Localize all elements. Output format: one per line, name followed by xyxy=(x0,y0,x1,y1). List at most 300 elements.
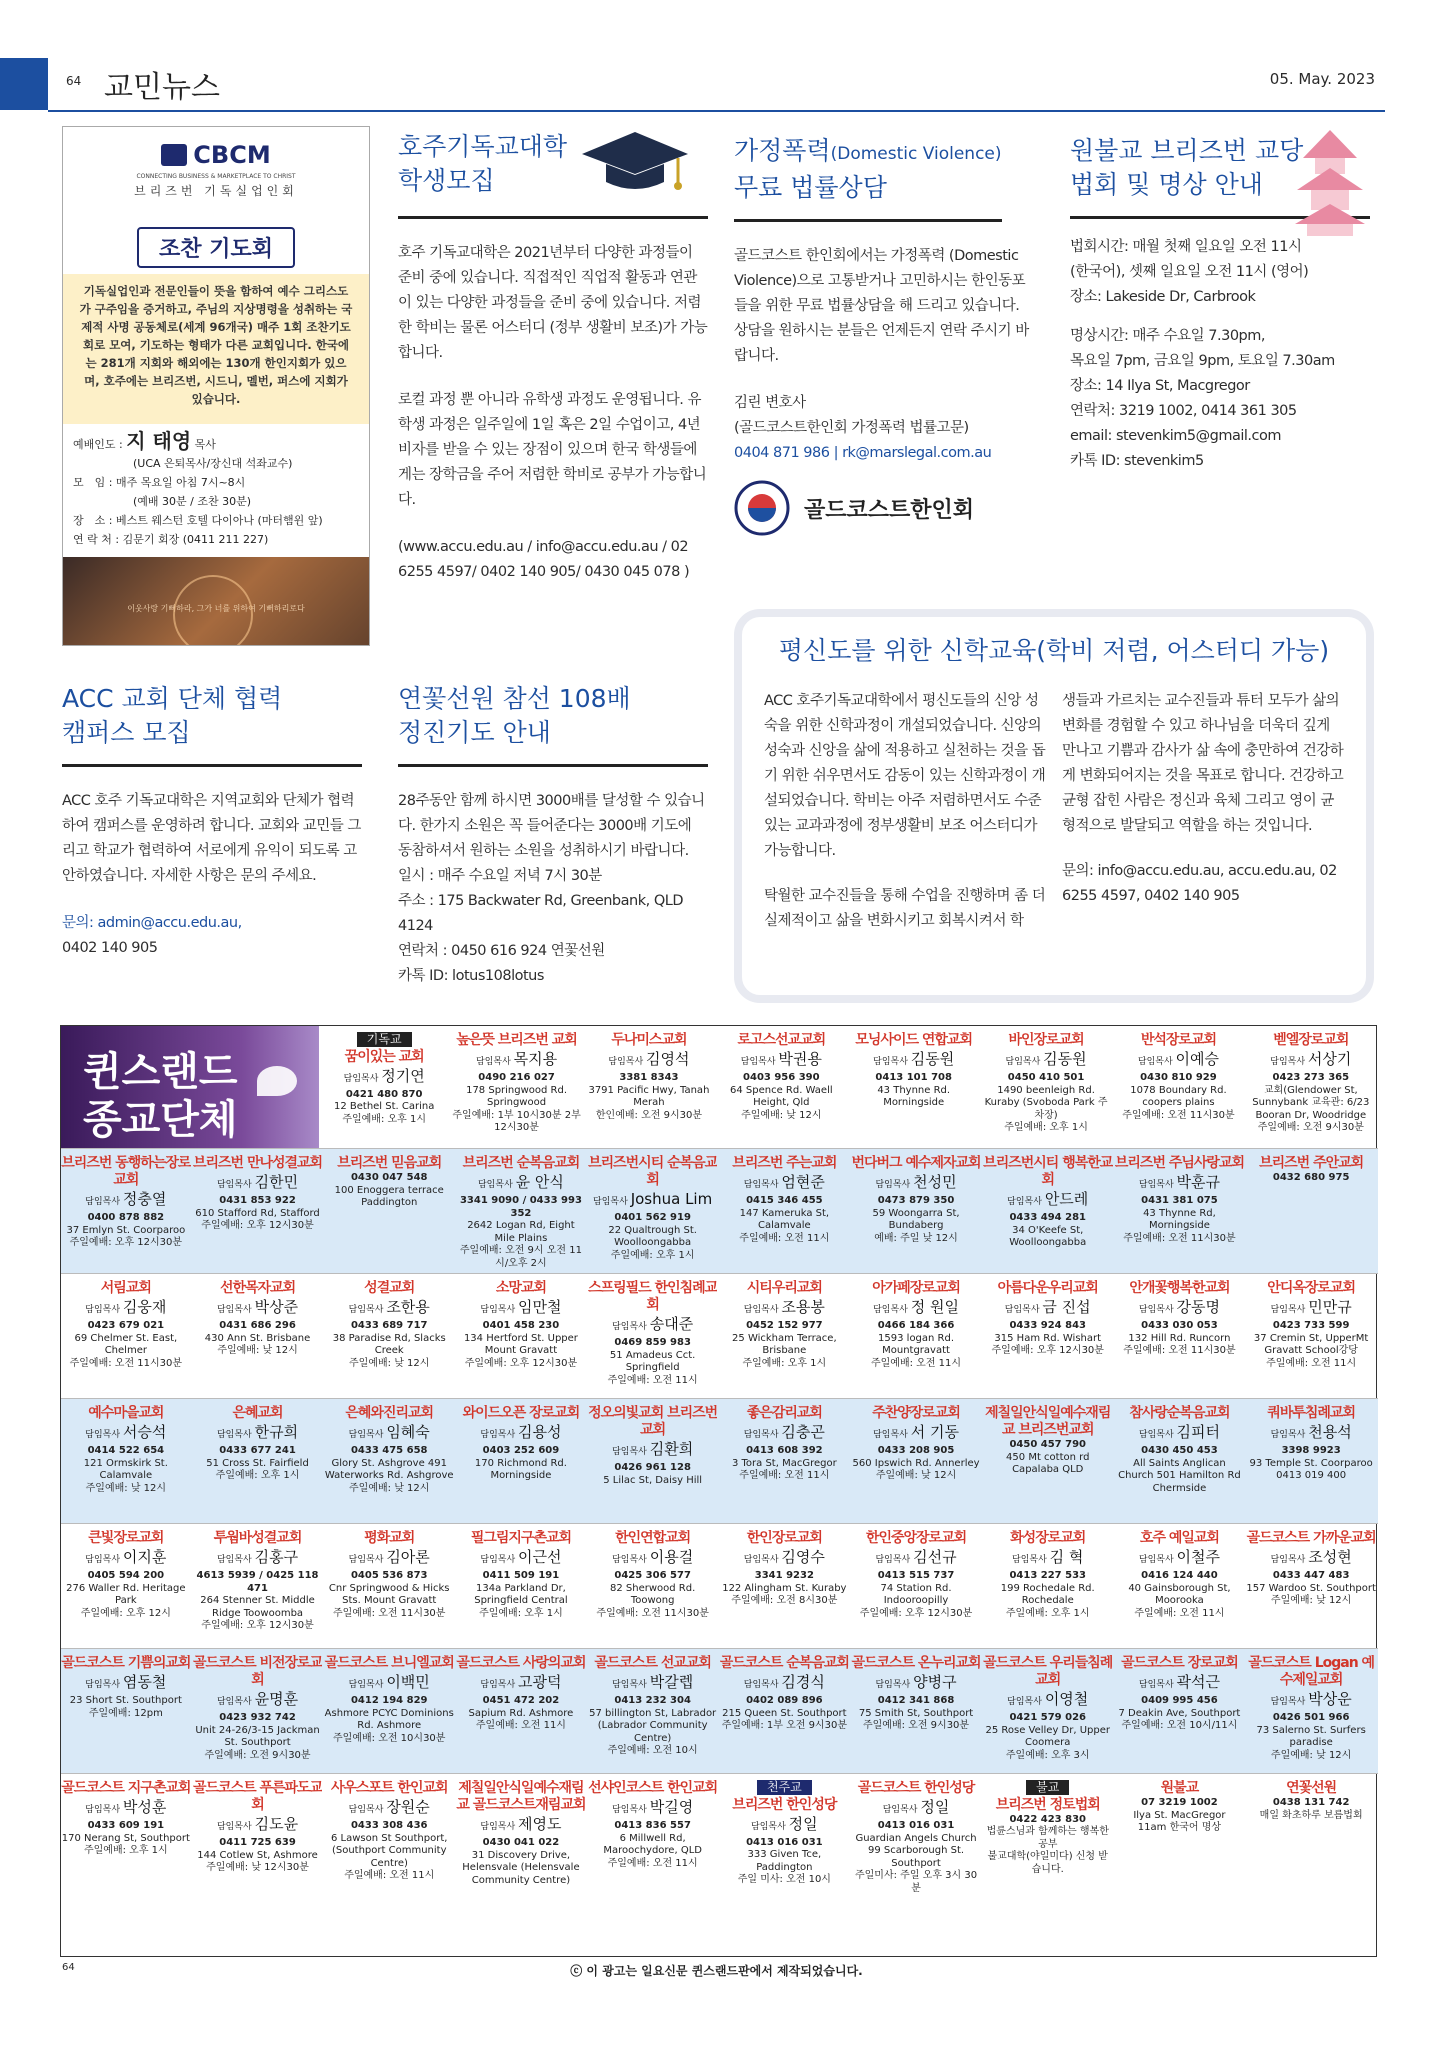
pastor-name: 담임목사 박상준 xyxy=(216,1298,299,1316)
service-time: 주일예배: 오후 12시30분 xyxy=(859,1607,973,1619)
church-name: 선한목자교회 xyxy=(219,1280,296,1296)
pastor-name: 담임목사 조성현 xyxy=(1270,1548,1352,1566)
pastor-name: 담임목사 한규희 xyxy=(216,1423,299,1441)
pastor-name: 담임목사 제영도 xyxy=(480,1815,562,1833)
directory-row xyxy=(61,1026,1378,1148)
church-listing xyxy=(456,1155,586,1272)
church-address: 82 Sherwood Rd. Toowong xyxy=(610,1582,696,1606)
church-listing xyxy=(1246,1280,1376,1397)
church-address: Cnr Springwood & Hicks Sts. Mount Gravatt xyxy=(328,1582,450,1606)
violence-p1: 골드코스트 한인회에서는 가정폭력 (Domestic Violence)으로 고통받거나 고민하시는 한인동포들을 위한 무료 법률상담을 해 드리고 있습니다. 상담을 원하시는 분들은 언제든지 연락 주시기 바랍니다. xyxy=(734,248,1029,364)
footer-credit: ⓒ 이 광고는 일요신문 퀸스랜드판에서 제작되었습니다. xyxy=(570,1964,863,1978)
pastor-name: 담임목사 양병구 xyxy=(875,1673,957,1691)
church-listing xyxy=(849,1032,979,1146)
church-name: 서림교회 xyxy=(100,1280,151,1296)
church-address: Glory St. Ashgrove 491 Waterworks Rd. Ashgrove xyxy=(324,1457,454,1481)
pastor-name: 담임목사 윤 안식 xyxy=(477,1173,564,1191)
cbcm-org: 브리즈번 기독실업인회 xyxy=(134,184,298,198)
pastor-name: 담임목사 김 혁 xyxy=(1012,1548,1084,1566)
church-address: 215 Queen St. Southport xyxy=(722,1707,847,1719)
church-listing xyxy=(983,1780,1113,1957)
service-time: 한인예배: 오전 9시30분 xyxy=(595,1109,702,1121)
church-listing xyxy=(983,1655,1113,1772)
church-listing xyxy=(456,1530,586,1647)
acc-c2: 0402 140 905 xyxy=(62,940,158,956)
church-phone: 0451 472 202 xyxy=(482,1695,560,1706)
church-listing xyxy=(324,1155,454,1272)
church-listing xyxy=(851,1280,981,1397)
service-time: 주일예배: 오전 8시30분 xyxy=(731,1595,838,1606)
pastor-name: 담임목사 서 기동 xyxy=(873,1423,959,1441)
church-address: 40 Gainsborough St, Moorooka xyxy=(1128,1582,1231,1606)
church-address: 1078 Boundary Rd. coopers plains xyxy=(1130,1084,1227,1108)
seminary-section xyxy=(398,130,708,585)
pastor-name: 담임목사 박상운 xyxy=(1270,1690,1352,1708)
church-phone: 0466 184 366 xyxy=(877,1320,955,1331)
service-time: 주일예배: 오전 11시 xyxy=(475,1720,566,1731)
church-name: 화성장로교회 xyxy=(1010,1530,1086,1546)
directory-row xyxy=(61,1398,1378,1523)
church-phone: 0401 458 230 xyxy=(482,1320,560,1331)
church-listing xyxy=(456,1405,586,1522)
pastor-name: 담임목사 강동명 xyxy=(1138,1298,1220,1316)
church-name: 안디옥장로교회 xyxy=(1267,1280,1355,1296)
cbcm-ad xyxy=(62,126,370,646)
pastor-name: 담임목사 이철주 xyxy=(1138,1548,1220,1566)
lotus-section: 연꽃선원 참선 108배 정진기도 안내 28주동안 함께 하시면 3000배를 달성할 수 있습니다. 한가지 소원은 꼭 들어준다는 3000배 기도에 동참하셔서 원하는 소원을 성취하시기 바랍니다. 일시 : 매주 수요일 저녁 7시 30분 주소 : 175 Backwater Rd, Greenbank, QLD 4124 연락처 : 0450 616 924 연꽃선원 카톡 ID: lotus108lotus xyxy=(398,682,708,989)
church-phone: 0431 686 296 xyxy=(219,1320,296,1331)
acc-p1: ACC 호주 기독교대학은 지역교회와 단체가 협력하여 캠퍼스를 운영하려 합니다. 교회와 교민들 그리고 학교가 협력하여 서로에게 유익이 되도록 고안하였습니다. 자세한 사항은 문의 주세요. xyxy=(62,793,361,884)
church-phone: 0405 536 873 xyxy=(350,1570,428,1581)
church-name: 골드코스트 지구촌교회 xyxy=(61,1780,191,1796)
church-listing xyxy=(584,1032,714,1146)
cbcm-tagline: CONNECTING BUSINESS & MARKETPLACE TO CHRIST xyxy=(136,173,296,180)
pastor-name: 담임목사 김웅재 xyxy=(85,1298,167,1316)
church-name: 골드코스트 한인성당 xyxy=(857,1780,975,1796)
church-listing xyxy=(720,1530,850,1647)
church-address: 315 Ham Rd. Wishart xyxy=(994,1332,1102,1344)
church-phone: 0401 562 919 xyxy=(614,1212,691,1223)
church-address: 38 Paradise Rd, Slacks Creek xyxy=(332,1332,446,1356)
pastor-name: 담임목사 이백민 xyxy=(348,1673,430,1691)
service-time: 주일예배: 낮 12시 xyxy=(1270,1595,1352,1606)
church-address: 132 Hill Rd. Runcorn xyxy=(1128,1332,1231,1344)
seminary-title-2: 학생모집 xyxy=(398,166,495,195)
service-time: 주일예배: 오전 11시30분 xyxy=(1123,1345,1236,1356)
acc-section xyxy=(62,682,362,961)
church-listing xyxy=(61,1405,191,1522)
church-address: Guardian Angels Church 99 Scarborough St. Southport xyxy=(855,1832,977,1869)
church-address: 37 Cremin St, UpperMt Gravatt School강당 xyxy=(1253,1332,1369,1356)
church-address: 31 Discovery Drive, Helensvale (Helensvale Community Centre) xyxy=(462,1849,580,1886)
church-phone: 0415 346 455 xyxy=(746,1195,823,1206)
pastor-name: 담임목사 윤명훈 xyxy=(216,1690,299,1708)
church-listing xyxy=(983,1530,1113,1647)
church-name: 브리즈번시티 행복한교회 xyxy=(983,1155,1113,1188)
church-listing xyxy=(1115,1280,1245,1397)
service-time: 주일예배: 오후 1시 xyxy=(1004,1122,1088,1133)
church-phone: 0413 232 304 xyxy=(614,1695,691,1706)
service-time: 주일예배: 오전 11시 xyxy=(607,1374,698,1386)
church-listing xyxy=(61,1780,191,1957)
service-time: 주일예배: 낮 12시 xyxy=(85,1482,167,1494)
church-name: 스프링필드 한인침례교회 xyxy=(588,1280,718,1313)
pastor-name: 담임목사 김동원 xyxy=(873,1050,955,1068)
church-listing xyxy=(720,1155,850,1272)
service-time: 주일예배: 오후 1시 xyxy=(610,1249,695,1261)
church-address: 법륜스님과 함께하는 행복한 공부 xyxy=(986,1826,1109,1850)
church-address: Unit 24-26/3-15 Jackman St. Southport xyxy=(195,1724,320,1748)
church-listing xyxy=(456,1280,586,1397)
issue-date: 05. May. 2023 xyxy=(1269,70,1375,88)
church-address: Ashmore PCYC Dominions Rd. Ashmore xyxy=(324,1707,454,1731)
service-time: 주일예배: 오전 11시30분 xyxy=(596,1607,709,1619)
church-phone: 0433 677 241 xyxy=(219,1445,296,1456)
theology-p1: ACC 호주기독교대학에서 평신도들의 신앙 성숙을 위한 신학과정이 개설되었습니다. 신앙의 성숙과 신앙을 삶에 적용하고 실천하는 것을 돕기 위한 쉬우면서도 감동이 있는 신학과정이 개설되었습니다. 학비는 아주 저렴하면서도 수준있는 교과과정에 정부생활비 보조 어스터디가 가능합니다. 탁월한 교수진들을 통해 수업을 진행하며 좀 더 실제적이고 삶을 변화시키고 회복시켜서 학 xyxy=(764,693,1046,929)
acc-title-1: ACC 교회 단체 협력 xyxy=(62,684,283,713)
section-title: 교민뉴스 xyxy=(104,70,220,105)
pastor-name: 담임목사 김환희 xyxy=(612,1440,694,1458)
pastor-name: 담임목사 조용봉 xyxy=(743,1298,825,1316)
church-phone: 0433 447 483 xyxy=(1272,1570,1350,1581)
pastor-name: 담임목사 정일 xyxy=(882,1798,950,1816)
church-name: 큰빛장로교회 xyxy=(88,1530,164,1546)
directory-banner: 퀸스랜드 종교단체 xyxy=(61,1026,319,1148)
pastor-name: 담임목사 김동원 xyxy=(1005,1050,1087,1068)
service-time: 주일예배: 오전 10시 xyxy=(607,1745,698,1756)
violence-title-2: 무료 법률상담 xyxy=(734,173,887,202)
pastor-name: 담임목사 이영철 xyxy=(1007,1690,1089,1708)
church-address: 43 Thynne Rd. Morningside xyxy=(877,1084,951,1108)
church-listing xyxy=(324,1780,454,1957)
pastor-name: 담임목사 김피터 xyxy=(1138,1423,1220,1441)
church-name: 브리즈번 정토법회 xyxy=(995,1796,1100,1813)
church-phone: 0421 480 870 xyxy=(345,1088,423,1100)
church-listing xyxy=(981,1032,1111,1146)
church-phone: 0422 423 830 xyxy=(1009,1813,1086,1825)
church-phone: 0403 252 609 xyxy=(482,1445,560,1456)
church-name: 호주 예일교회 xyxy=(1139,1530,1219,1546)
church-phone: 0400 878 882 xyxy=(87,1212,165,1223)
church-address: 22 Qualtrough St. Woolloongabba xyxy=(608,1224,697,1248)
church-address: 170 Richmond Rd. Morningside xyxy=(474,1457,567,1481)
service-time: 주일예배: 낮 12시 xyxy=(349,1357,430,1369)
church-phone: 0438 131 742 xyxy=(1272,1797,1350,1808)
church-phone: 3398 9923 xyxy=(1281,1445,1341,1456)
pastor-name: 담임목사 엄현준 xyxy=(743,1173,825,1191)
church-phone: 0412 194 829 xyxy=(350,1695,428,1706)
church-phone: 0473 879 350 xyxy=(877,1195,955,1206)
pastor-name: 담임목사 이근선 xyxy=(480,1548,562,1566)
church-address: 74 Station Rd. Indooroopilly xyxy=(880,1582,952,1606)
church-name: 시티우리교회 xyxy=(746,1280,822,1296)
church-name: 골드코스트 브니엘교회 xyxy=(324,1655,454,1671)
church-listing xyxy=(588,1530,718,1647)
church-name: 골드코스트 우리들침례교회 xyxy=(983,1655,1113,1688)
service-time: 주일예배: 오후 12시 xyxy=(80,1607,171,1619)
pastor-name: 담임목사 임혜숙 xyxy=(348,1423,430,1441)
cbcm-info: 예배인도 : 지 태영 목사 (UCA 은퇴목사/장신대 석좌교수) 모 임 : 매주 목요일 아침 7시~8시 (예배 30분 / 조찬 30분) 장 소 : 베스트 웨스턴 호텔 다이아나 (마터햄윈 앞) 연 락 처 : 김문기 회장 (0411 211 227) xyxy=(73,429,323,546)
service-time: 주일예배: 오후 3시 xyxy=(1005,1749,1090,1761)
church-address: 3791 Pacific Hwy, Tanah Merah xyxy=(588,1084,710,1108)
church-address: 73 Salerno St. Surfers paradise xyxy=(1256,1724,1366,1748)
church-phone: 0423 679 021 xyxy=(87,1320,165,1331)
church-phone: 0402 089 896 xyxy=(746,1695,823,1706)
church-name: 골드코스트 순복음교회 xyxy=(719,1655,849,1671)
church-address: 100 Enoggera terrace Paddington xyxy=(334,1184,444,1208)
church-phone: 0433 030 053 xyxy=(1141,1320,1218,1331)
pagoda-icon xyxy=(1295,128,1365,238)
church-address: 560 Ipswich Rd. Annerley xyxy=(852,1457,980,1469)
church-address: 7 Deakin Ave, Southport xyxy=(1118,1707,1241,1719)
service-time: 주일예배: 오후 1시 xyxy=(1005,1607,1090,1619)
church-address: 51 Cross St. Fairfield xyxy=(206,1457,309,1469)
church-listing xyxy=(324,1280,454,1397)
seminary-contact: (www.accu.edu.au / info@accu.edu.au / 02 6255 4597/ 0402 140 905/ 0430 045 078 ) xyxy=(398,539,690,580)
church-listing xyxy=(1115,1655,1245,1772)
service-time: 주일예배: 오전 11시 xyxy=(1134,1607,1225,1619)
church-phone: 0452 152 977 xyxy=(746,1320,823,1331)
theology-box xyxy=(734,609,1374,1003)
church-phone: 0426 961 128 xyxy=(614,1462,691,1473)
pastor-name: 담임목사 김경식 xyxy=(743,1673,825,1691)
service-time: 주일예배: 오후 1시 xyxy=(742,1357,827,1369)
church-name: 은혜와진리교회 xyxy=(345,1405,434,1421)
service-time: 주일예배: 오후 12시30분 xyxy=(69,1237,183,1248)
church-address: 430 Ann St. Brisbane xyxy=(204,1332,311,1344)
church-phone: 0430 041 022 xyxy=(482,1837,560,1848)
church-name: 제칠일안식일예수재림교 골드코스트재림교회 xyxy=(456,1780,586,1813)
church-listing xyxy=(851,1155,981,1272)
lotus-title-2: 정진기도 안내 xyxy=(398,718,551,747)
church-address: 276 Waller Rd. Heritage Park xyxy=(66,1582,186,1606)
seminary-title-1: 호주기독교대학 xyxy=(398,132,568,161)
service-time: 주일예배: 오후 1시 xyxy=(83,1845,168,1856)
church-phone: 4613 5939 / 0425 118 471 xyxy=(196,1570,319,1594)
church-address: 2642 Logan Rd, Eight Mile Plains xyxy=(467,1220,575,1244)
church-phone: 3381 8343 xyxy=(619,1072,679,1083)
church-address: 157 Wardoo St. Southport xyxy=(1246,1582,1376,1594)
church-phone: 0432 680 975 xyxy=(1272,1172,1350,1183)
directory-row xyxy=(61,1273,1378,1398)
church-listing xyxy=(851,1530,981,1647)
church-listing xyxy=(193,1155,323,1272)
service-time: 주일예배: 오전 11시 xyxy=(607,1857,698,1869)
church-listing xyxy=(456,1780,586,1957)
pastor-name: 담임목사 정 원일 xyxy=(873,1298,959,1316)
service-time: 주일예배: 오전 9시30분 xyxy=(862,1720,970,1731)
service-time: 불교대학(야일미다) 신청 받습니다. xyxy=(987,1851,1108,1875)
church-name: 쿼바투침례교회 xyxy=(1267,1405,1355,1421)
pastor-name: 담임목사 정충열 xyxy=(85,1190,167,1208)
church-address: 25 Rose Velley Dr, Upper Coomera xyxy=(985,1724,1110,1748)
service-time: 매일 화초하루 보름법회 xyxy=(1259,1809,1363,1821)
church-address: 170 Nerang St, Southport xyxy=(61,1832,190,1844)
church-phone: 0426 501 966 xyxy=(1272,1712,1350,1723)
church-address: 122 Alingham St. Kuraby xyxy=(722,1582,847,1594)
church-listing xyxy=(588,1780,718,1957)
service-time: 주일예배: 오전 11시 xyxy=(739,1470,830,1481)
church-address: 134a Parkland Dr, Springfield Central xyxy=(474,1582,568,1606)
church-listing xyxy=(61,1155,191,1272)
church-address: 264 Stenner St. Middle Ridge Toowoomba xyxy=(200,1595,315,1619)
church-phone: 0423 733 599 xyxy=(1272,1320,1350,1331)
service-time: 주일예배: 오전 11시 xyxy=(1266,1357,1357,1369)
church-listing xyxy=(1115,1155,1245,1272)
church-listing xyxy=(193,1530,323,1647)
violence-section xyxy=(734,134,1034,536)
church-name: 골드코스트 Logan 예수제일교회 xyxy=(1248,1655,1375,1688)
service-time: 주일예배: 오전 11시 xyxy=(739,1232,830,1244)
church-address: 43 Thynne Rd, Morningside xyxy=(1143,1207,1216,1231)
church-name: 아름다운우리교회 xyxy=(997,1280,1098,1296)
church-phone: 0430 810 929 xyxy=(1140,1072,1217,1083)
church-listing xyxy=(1113,1032,1243,1146)
service-time: 주일예배: 낮 12시30분 xyxy=(206,1862,309,1873)
service-time: 주일예배: 오전 11시30분 xyxy=(69,1357,183,1369)
church-name: 브리즈번 만나성결교회 xyxy=(192,1155,323,1171)
service-time: 11am 한국어 명상 xyxy=(1137,1822,1222,1833)
church-name: 바인장로교회 xyxy=(1008,1032,1084,1048)
pastor-name: 담임목사 임만철 xyxy=(480,1298,562,1316)
church-listing xyxy=(720,1780,850,1957)
church-name: 와이드오픈 장로교회 xyxy=(462,1405,580,1421)
church-address: 178 Springwood Rd. Springwood xyxy=(466,1084,568,1108)
service-time: 주일예배: 오전 9시30분 xyxy=(204,1749,311,1761)
church-name: 골드코스트 기쁨의교회 xyxy=(61,1655,191,1671)
pastor-name: 담임목사 김선규 xyxy=(875,1548,957,1566)
buddhist-section: 원불교 브리즈번 교당 법회 및 명상 안내 법회시간: 매월 첫째 일요일 오전 11시 (한국어), 셋째 일요일 오전 11시 (영어) 장소: Lakeside Dr, Carbrook 명상시간: 매주 수요일 7.30pm, 목요일 7pm, 금요일 9pm, 토요일 7.30am 장소: 14 Ilya St, Macgregor 연락처: 3219 1002, 0414 361 305 email: stevenkim5@gmail.com 카톡 ID: stevenkim5 xyxy=(1070,134,1380,474)
church-phone: 0433 609 191 xyxy=(87,1820,165,1831)
category-badge: 불교 xyxy=(1026,1780,1069,1795)
theology-p2: 생들과 가르치는 교수진들과 튜터 모두가 삶의 변화를 경험할 수 있고 하나님을 더욱더 깊게 만나고 기쁨과 감사가 삶 속에 충만하여 건강하게 변화되어지는 것을 목표로 합니다. 건강하고 균형 잡힌 사람은 정신과 육체 그리고 영이 균형적으로 발달되고 역할을 하는 것입니다. 문의: info@accu.edu.au, accu.edu.au, 02 6255 4597, 0402 140 905 xyxy=(1062,693,1344,904)
service-time: 주일예배: 오후 1시 xyxy=(479,1607,563,1619)
pastor-name: 담임목사 염동철 xyxy=(85,1673,167,1691)
church-listing xyxy=(324,1655,454,1772)
church-phone: 0411 725 639 xyxy=(219,1837,296,1848)
header-accent xyxy=(0,58,48,110)
church-name: 꿈이있는 교회 xyxy=(344,1048,424,1065)
directory-row xyxy=(61,1148,1378,1273)
church-listing xyxy=(451,1032,581,1146)
service-time: 주일미사: 주일 오후 3시 30분 xyxy=(854,1870,978,1894)
church-phone: 07 3219 1002 xyxy=(1141,1797,1218,1808)
church-phone: 0413 836 557 xyxy=(614,1820,691,1831)
service-time: 주일예배: 12pm xyxy=(88,1707,163,1719)
church-name: 정오의빛교회 브리즈번교회 xyxy=(588,1405,718,1438)
church-listing xyxy=(1246,1780,1376,1957)
church-name: 브리즈번 한인성당 xyxy=(732,1796,837,1813)
church-phone: 0409 995 456 xyxy=(1141,1695,1218,1706)
service-time: 주일예배: 낮 12시 xyxy=(875,1470,957,1481)
church-listing xyxy=(319,1032,449,1146)
church-listing xyxy=(1246,1530,1376,1647)
pastor-name: 담임목사 서승석 xyxy=(85,1423,167,1441)
service-time: 주일예배: 오전 11시 xyxy=(870,1357,962,1369)
church-address: All Saints Anglican Church 501 Hamilton Rd Chermside xyxy=(1118,1457,1241,1494)
header-rule xyxy=(48,110,1385,112)
church-name: 반석장로교회 xyxy=(1140,1032,1217,1048)
service-time: 주일예배: 낮 12시 xyxy=(349,1482,430,1494)
church-address: 57 billington St, Labrador (Labrador Community Centre) xyxy=(589,1707,717,1744)
seal-icon xyxy=(734,480,790,536)
church-listing xyxy=(720,1655,850,1772)
church-name: 평화교회 xyxy=(364,1530,415,1546)
service-time: 주일예배: 오전 11시30분 xyxy=(1123,1232,1236,1244)
church-name: 브리즈번 순복음교회 xyxy=(462,1155,580,1171)
church-name: 안개꽃행복한교회 xyxy=(1129,1280,1230,1296)
buddhist-title-1: 원불교 브리즈번 교당 xyxy=(1070,136,1304,165)
church-listing xyxy=(716,1032,846,1146)
church-phone: 0412 341 868 xyxy=(877,1695,955,1706)
church-address: 37 Emlyn St. Coorparoo xyxy=(66,1224,186,1236)
church-listing xyxy=(851,1780,981,1957)
service-time: 0413 019 400 xyxy=(1276,1470,1347,1481)
church-listing xyxy=(193,1655,323,1772)
church-address: Sapium Rd. Ashmore xyxy=(468,1707,574,1719)
pastor-name: 담임목사 장원순 xyxy=(348,1798,430,1816)
church-listing xyxy=(193,1280,323,1397)
church-listing xyxy=(1115,1780,1245,1957)
church-listing xyxy=(61,1655,191,1772)
service-time: 주일예배: 오후 12시30분 xyxy=(201,1620,314,1631)
theology-title: 평신도를 위한 신학교육(학비 저렴, 어스터디 가능) xyxy=(778,636,1330,665)
church-name: 투웜바성결교회 xyxy=(213,1530,302,1546)
service-time: 주일예배: 낮 12시 xyxy=(741,1109,822,1121)
pastor-name: 담임목사 박길영 xyxy=(612,1798,694,1816)
service-time: 주일예배: 오전 11시 xyxy=(344,1870,435,1881)
church-phone: 0433 494 281 xyxy=(1009,1212,1086,1223)
church-name: 골드코스트 사랑의교회 xyxy=(456,1655,586,1671)
church-listing xyxy=(193,1405,323,1522)
church-address: 6 Lawson St Southport, (Southport Community Centre) xyxy=(331,1832,448,1869)
church-phone: 0433 689 717 xyxy=(350,1320,428,1331)
violence-lawyer: 김린 변호사 xyxy=(734,395,806,411)
church-address: 69 Chelmer St. East, Chelmer xyxy=(74,1332,178,1356)
church-phone: 0413 227 533 xyxy=(1009,1570,1086,1581)
church-listing xyxy=(456,1655,586,1772)
pastor-name: 담임목사 안드레 xyxy=(1007,1190,1089,1208)
church-phone: 0413 016 031 xyxy=(877,1820,955,1831)
church-phone: 0413 515 737 xyxy=(877,1570,955,1581)
pastor-name: 담임목사 서상기 xyxy=(1270,1050,1352,1068)
service-time: 주일예배: 1부 10시30분 2부 12시30분 xyxy=(452,1109,581,1133)
church-address: 64 Spence Rd. Waell Height, Qld xyxy=(729,1084,833,1108)
church-listing xyxy=(720,1280,850,1397)
church-phone: 0433 308 436 xyxy=(350,1820,428,1831)
church-phone: 0405 594 200 xyxy=(87,1570,165,1581)
service-time: 주일 미사: 오전 10시 xyxy=(737,1874,831,1885)
church-phone: 0425 306 577 xyxy=(614,1570,691,1581)
service-time: 주일예배: 오후 12시30분 xyxy=(991,1345,1104,1356)
church-name: 연꽃선원 xyxy=(1286,1780,1337,1796)
church-listing xyxy=(1246,1032,1376,1146)
pastor-name: 담임목사 천용석 xyxy=(1270,1423,1352,1441)
church-name: 두나미스교회 xyxy=(611,1032,687,1048)
church-address: 51 Amadeus Cct. Springfield xyxy=(609,1349,696,1373)
church-address: 34 O'Keefe St, Woolloongabba xyxy=(1009,1224,1087,1248)
church-phone: 0403 956 390 xyxy=(743,1072,820,1083)
church-listing xyxy=(1246,1405,1376,1522)
church-name: 소망교회 xyxy=(495,1280,546,1296)
category-badge: 기독교 xyxy=(357,1032,412,1047)
church-name: 예수마을교회 xyxy=(88,1405,164,1421)
graduation-cap-icon xyxy=(580,128,690,198)
church-listing xyxy=(324,1530,454,1647)
church-phone: 0433 475 658 xyxy=(350,1445,428,1456)
church-phone: 3341 9090 / 0433 993 352 xyxy=(459,1195,582,1219)
church-listing xyxy=(193,1780,323,1957)
